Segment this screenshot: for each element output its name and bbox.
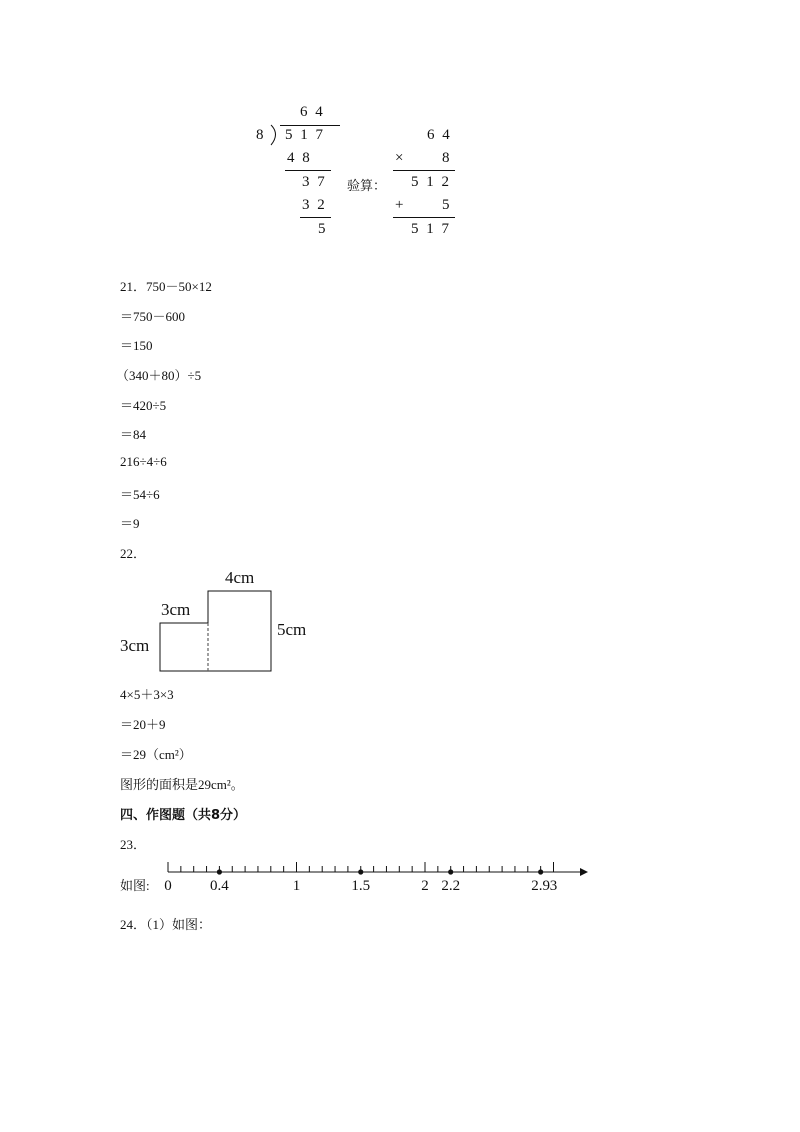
number-line-label: 1.5 — [351, 878, 371, 894]
label-top-right: 4cm — [225, 568, 255, 587]
q21-line: ＝9 — [120, 516, 140, 531]
division-remainder: 5 — [318, 221, 326, 237]
number-line-label: 3 — [549, 878, 558, 894]
division-step1: 4 8 — [287, 150, 312, 166]
number-line-point — [448, 869, 453, 874]
division-bar — [280, 125, 340, 126]
label-right: 5cm — [277, 620, 307, 639]
q21-line: （340＋80）÷5 — [116, 368, 202, 383]
quotient: 6 4 — [300, 104, 325, 120]
number-line-label: 2.2 — [441, 878, 461, 894]
q22-calc2: ＝20＋9 — [120, 717, 166, 732]
division-line1 — [285, 170, 331, 171]
check-row3: 5 1 2 — [411, 174, 451, 190]
check-line1 — [393, 170, 455, 171]
small-square — [160, 623, 208, 671]
q22-answer: 图形的面积是29cm²。 — [120, 777, 244, 792]
division-line2 — [300, 217, 331, 218]
q21-line: ＝54÷6 — [120, 487, 160, 502]
number-line-label: 2 — [421, 878, 429, 894]
label-left: 3cm — [120, 636, 150, 655]
check-row1: 6 4 — [427, 127, 452, 143]
number-line-label: 1 — [292, 878, 301, 894]
q23-prefix: 如图: — [120, 878, 150, 893]
number-line-arrow-icon — [580, 868, 588, 876]
division-step2: 3 7 — [302, 174, 327, 190]
divisor: 8 — [256, 127, 264, 143]
section-heading: 四、作图题（共8分） — [120, 808, 247, 823]
q22-calc3: ＝29（cm²） — [120, 747, 192, 762]
q22-calc1: 4×5＋3×3 — [120, 687, 174, 702]
division-bracket — [268, 123, 282, 147]
dividend: 5 1 7 — [285, 127, 325, 143]
q23-number: 23． — [120, 837, 147, 852]
q21-line: 21．750－50×12 — [120, 279, 212, 294]
number-line-label: 0.4 — [210, 878, 229, 894]
large-rectangle — [208, 591, 271, 671]
number-line — [150, 855, 600, 900]
q21-line: 216÷4÷6 — [120, 454, 167, 469]
number-line-label: 2.9 — [531, 878, 551, 894]
q21-line: ＝420÷5 — [120, 398, 167, 413]
label-top-left: 3cm — [161, 600, 191, 619]
q22-number: 22． — [120, 546, 147, 561]
q21-line: ＝150 — [120, 338, 153, 353]
number-line-label: 0 — [164, 878, 172, 894]
check-times: × — [395, 150, 404, 166]
check-row5: 5 1 7 — [411, 221, 451, 237]
q21-line: ＝750－600 — [120, 309, 186, 324]
q21-line: ＝84 — [120, 427, 147, 442]
check-line2 — [393, 217, 455, 218]
check-label: 验算： — [347, 178, 387, 193]
number-line-point — [217, 869, 222, 874]
q24-text: 24．（1）如图： — [120, 917, 212, 932]
number-line-point — [538, 869, 543, 874]
check-row2: 8 — [442, 150, 450, 166]
check-plus: + — [395, 197, 404, 213]
check-row4: 5 — [442, 197, 450, 213]
division-step3: 3 2 — [302, 197, 327, 213]
number-line-point — [358, 869, 363, 874]
